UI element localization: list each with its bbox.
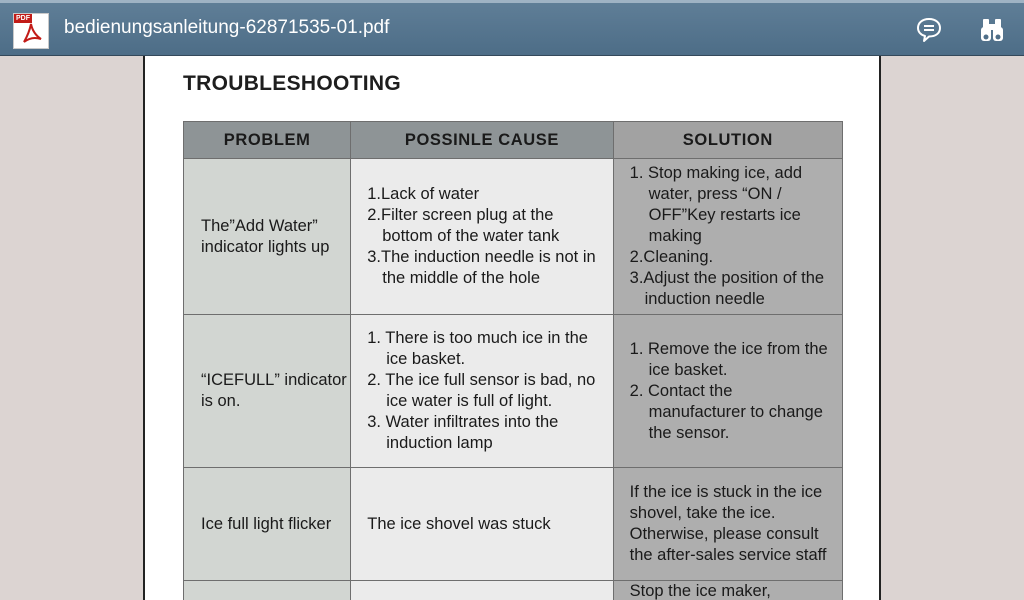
cause-cell: The ice shovel was stuck [351, 468, 613, 581]
table-row [184, 159, 843, 315]
cause-cell [351, 159, 613, 315]
cause-item: 2. The ice full sensor is bad, no ice water is full of light. [367, 371, 596, 410]
troubleshooting-table [183, 121, 843, 600]
binoculars-icon [978, 16, 1006, 44]
table-row [184, 581, 843, 600]
solution-item: 1. Stop making ice, add water, press “ON / OFF”Key restarts ice making [629, 164, 803, 245]
problem-cell: “ICEFULL” indicator is on. [184, 315, 351, 468]
solution-cell [613, 315, 842, 468]
page-heading: TROUBLESHOOTING [183, 72, 401, 95]
top-toolbar [0, 0, 1024, 56]
cause-item: 1.Lack of water [367, 185, 480, 203]
pdf-page[interactable] [143, 56, 881, 600]
solution-item: 2. Contact the manufacturer to change the sensor. [629, 381, 823, 442]
table-row [184, 468, 843, 581]
pdf-tag: PDF [16, 15, 30, 22]
comment-bubble-icon [915, 16, 943, 44]
cause-cell [351, 315, 613, 468]
cause-item: 3. Water infiltrates into the induction lamp [367, 413, 559, 452]
solution-item: 3.Adjust the position of the induction needle [629, 269, 825, 308]
cause-item: 2.Filter screen plug at the bottom of the water tank [367, 206, 560, 245]
table-row [184, 315, 843, 468]
column-header-cause: POSSINLE CAUSE [351, 122, 613, 159]
cause-item: 1. There is too much ice in the ice basket. [367, 329, 588, 368]
solution-item: 2.Cleaning. [629, 248, 714, 266]
acrobat-logo-icon [20, 21, 44, 45]
solution-item: 1. Remove the ice from the ice basket. [629, 339, 828, 379]
find-button[interactable] [975, 13, 1009, 47]
solution-cell: If the ice is stuck in the ice shovel, take the ice. Otherwise, please consult the after-sales service staff [613, 468, 842, 581]
comment-button[interactable] [912, 13, 946, 47]
problem-cell: The”Add Water” indicator lights up [184, 159, 351, 315]
cause-cell [351, 581, 613, 600]
cause-item: 3.The induction needle is not in the middle of the hole [367, 248, 596, 287]
document-title: bedienungsanleitung-62871535-01.pdf [64, 17, 390, 38]
solution-cell [613, 159, 842, 315]
column-header-problem: PROBLEM [184, 122, 351, 159]
solution-cell: Stop the ice maker, [613, 581, 842, 600]
pdf-app-icon[interactable] [13, 13, 49, 49]
column-header-solution: SOLUTION [613, 122, 842, 159]
problem-cell: Ice full light flicker [184, 468, 351, 581]
problem-cell [184, 581, 351, 600]
table-header-row [184, 122, 843, 159]
